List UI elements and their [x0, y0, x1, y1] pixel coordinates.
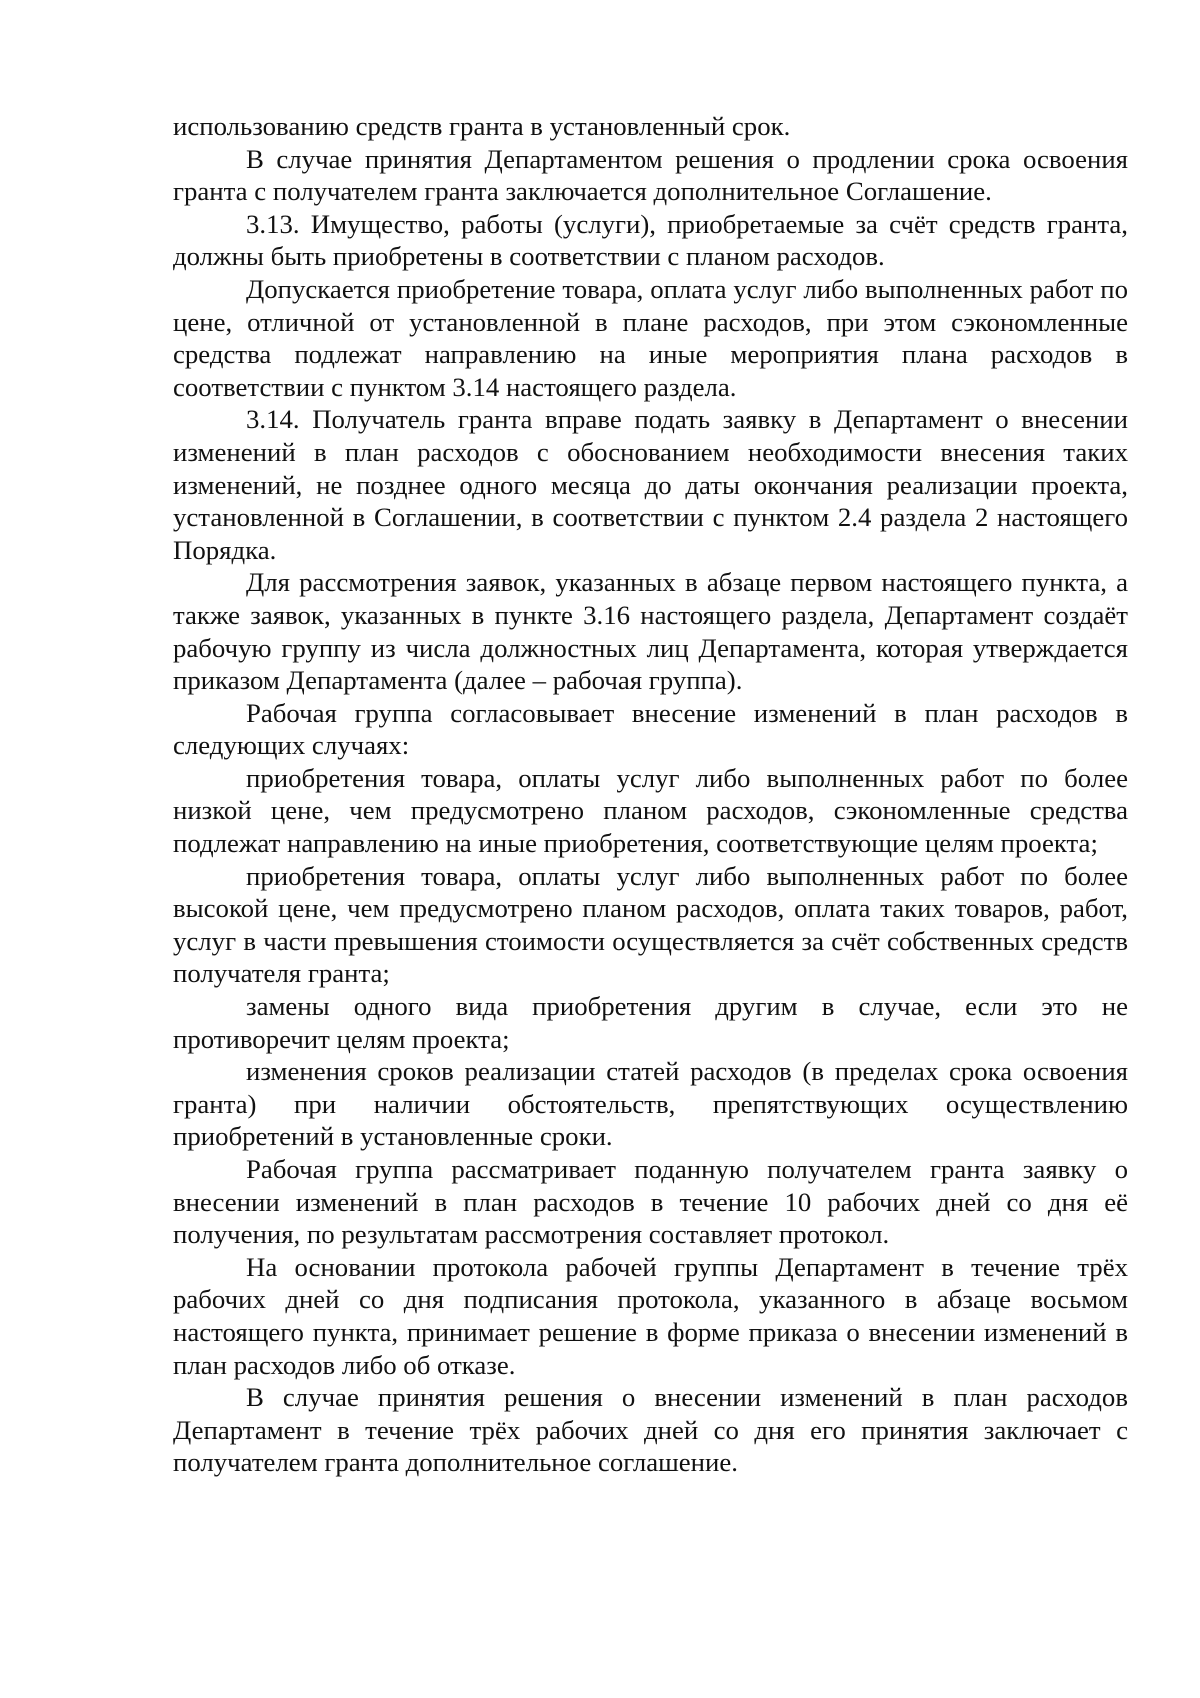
paragraph: Рабочая группа согласовывает внесение изменений в план расходов в следующих случаях:: [173, 697, 1128, 761]
list-item: приобретения товара, оплаты услуг либо выполненных работ по более низкой цене, чем предусмотрено планом расходов, сэкономленные средства подлежат направлению на иные приобретения, соответствующие целям проекта;: [173, 762, 1128, 859]
paragraph: На основании протокола рабочей группы Департамент в течение трёх рабочих дней со дня подписания протокола, указанного в абзаце восьмом настоящего пункта, принимает решение в форме приказа о внесении изменений в план расходов либо об отказе.: [173, 1251, 1128, 1380]
list-item: приобретения товара, оплаты услуг либо выполненных работ по более высокой цене, чем предусмотрено планом расходов, оплата таких товаров, работ, услуг в части превышения стоимости осуществляется за счёт собственных средств получателя гранта;: [173, 860, 1128, 989]
paragraph: В случае принятия решения о внесении изменений в план расходов Департамент в течение трёх рабочих дней со дня его принятия заключает с получателем гранта дополнительное соглашение.: [173, 1382, 1128, 1478]
paragraph: В случае принятия Департаментом решения о продлении срока освоения гранта с получателем гранта заключается дополнительное Соглашение.: [173, 143, 1128, 207]
paragraph-continuation: использованию средств гранта в установленный срок.: [173, 111, 791, 141]
paragraph: Допускается приобретение товара, оплата услуг либо выполненных работ по цене, отличной от установленной в плане расходов, при этом сэкономленные средства подлежат направлению на иные мероприятия плана расходов в соответствии с пунктом 3.14 настоящего раздела.: [173, 273, 1128, 402]
paragraph: Для рассмотрения заявок, указанных в абзаце первом настоящего пункта, а также заявок, указанных в пункте 3.16 настоящего раздела, Департамент создаёт рабочую группу из числа должностных лиц Департамента, которая утверждается приказом Департамента (далее – рабочая группа).: [173, 567, 1128, 696]
list-item: изменения сроков реализации статей расходов (в пределах срока освоения гранта) при наличии обстоятельств, препятствующих осуществлению приобретений в установленные сроки.: [173, 1056, 1128, 1152]
list-item: замены одного вида приобретения другим в случае, если это не противоречит целям проекта;: [173, 991, 1128, 1054]
paragraph: Рабочая группа рассматривает поданную получателем гранта заявку о внесении изменений в план расходов в течение 10 рабочих дней со дня её получения, по результатам рассмотрения составляет протокол.: [173, 1154, 1128, 1250]
document-body: [173, 110, 1128, 1479]
paragraph-clause-3-14: 3.14. Получатель гранта вправе подать заявку в Департамент о внесении изменений в план расходов с обоснованием необходимости внесения таких изменений, не позднее одного месяца до даты окончания реализации проекта, установленной в Соглашении, в соответствии с пунктом 2.4 раздела 2 настоящего Порядка.: [173, 404, 1128, 565]
paragraph-clause-3-13: 3.13. Имущество, работы (услуги), приобретаемые за счёт средств гранта, должны быть приобретены в соответствии с планом расходов.: [173, 208, 1128, 272]
